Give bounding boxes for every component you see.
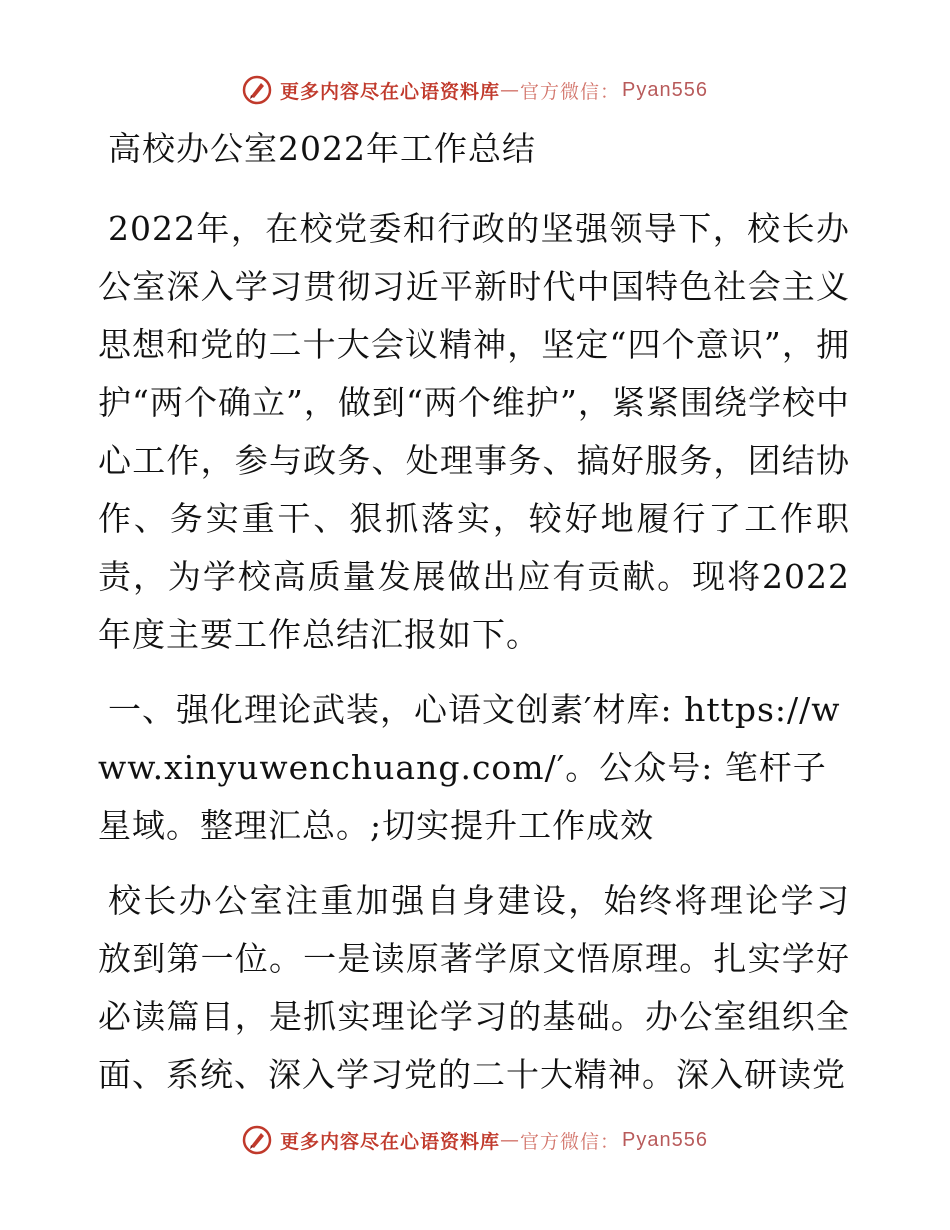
section-1-body: 校长办公室注重加强自身建设，始终将理论学习放到第一位。一是读原著学原文悟原理。扎实学好必读篇目，是抓实理论学习的基础。办公室组织全面、系统、深入学习党的二十大精神。深入研读党 (98, 881, 850, 1094)
intro-paragraph: 2022年，在校党委和行政的坚强领导下，校长办公室深入学习贯彻习近平新时代中国特色社会主义思想和党的二十大会议精神，坚定“四个意识”，拥护“两个确立”，做到“两个维护”，紧紧围绕学校中心工作，参与政务、处理事务、搞好服务，团结协作、务实重干、狠抓落实，较好地履行了工作职责，为学校高质量发展做出应有贡献。现将2022年度主要工作总结汇报如下。 (98, 209, 850, 654)
watermark-official-label: 官方微信： (520, 80, 621, 103)
pen-logo-icon (242, 75, 272, 105)
watermark-main-text: 更多内容尽在心语资料库 (280, 80, 501, 103)
document-title: 高校办公室2022年工作总结 (108, 129, 536, 168)
footer-watermark (0, 1120, 950, 1160)
header-watermark (0, 70, 950, 110)
watermark-dash: — (500, 79, 521, 101)
watermark-main-text: 更多内容尽在心语资料库 (280, 1130, 501, 1153)
pen-logo-icon (242, 1125, 272, 1155)
watermark-wechat-id: Pyan556 (622, 1128, 708, 1151)
watermark-dash: — (500, 1129, 521, 1151)
section-1-heading: 一、强化理论武装，心语文创素′材库: https://www.xinyuwenchuang.com/′。公众号: 笔杆子星域。整理汇总。;切实提升工作成效 (98, 690, 841, 845)
watermark-wechat-id: Pyan556 (622, 78, 708, 101)
document-body (98, 120, 850, 1121)
watermark-official-label: 官方微信： (520, 1130, 621, 1153)
